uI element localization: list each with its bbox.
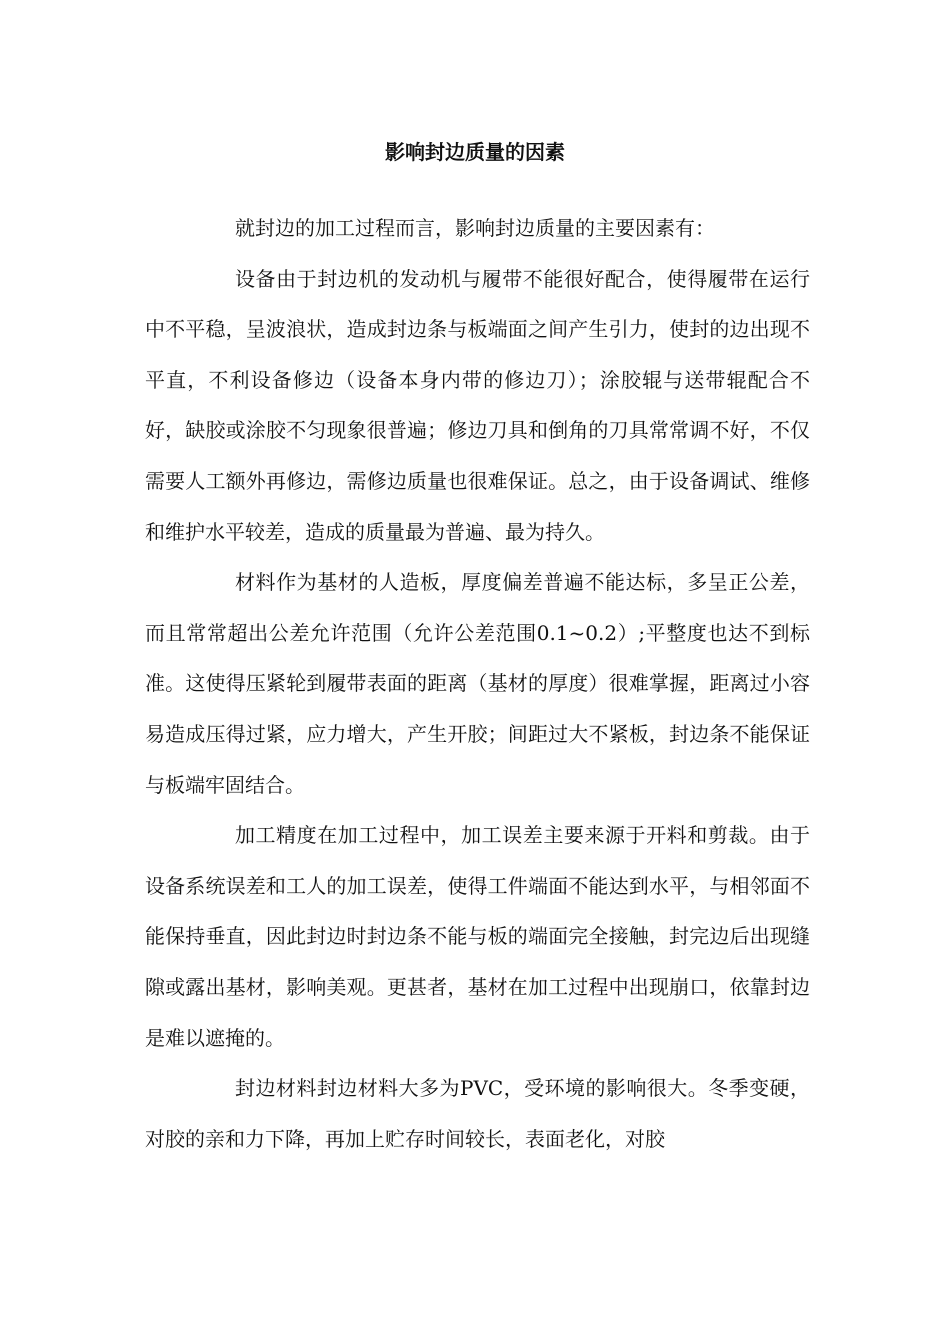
paragraph-material: 材料作为基材的人造板，厚度偏差普遍不能达标，多呈正公差，而且常常超出公差允许范围（允许公差范围0.1~0.2）;平整度也达不到标准。这使得压紧轮到履带表面的距离（基材的厚度）很难掌握，距离过小容易造成压得过紧，应力增大，产生开胶；间距过大不紧板，封边条不能保证与板端牢固结合。 [145, 570, 810, 797]
paragraph-edge-material: 封边材料封边材料大多为PVC，受环境的影响很大。冬季变硬，对胶的亲和力下降，再加上贮存时间较长，表面老化，对胶 [145, 1076, 810, 1151]
paragraph-precision: 加工精度在加工过程中，加工误差主要来源于开料和剪裁。由于设备系统误差和工人的加工误差，使得工件端面不能达到水平，与相邻面不能保持垂直，因此封边时封边条不能与板的端面完全接触，封完边后出现缝隙或露出基材，影响美观。更甚者，基材在加工过程中出现崩口，依靠封边是难以遮掩的。 [145, 823, 810, 1050]
paragraph-equipment: 设备由于封边机的发动机与履带不能很好配合，使得履带在运行中不平稳，呈波浪状，造成封边条与板端面之间产生引力，使封的边出现不平直，不利设备修边（设备本身内带的修边刀）；涂胶辊与送带辊配合不好，缺胶或涂胶不匀现象很普遍；修边刀具和倒角的刀具常常调不好，不仅需要人工额外再修边，需修边质量也很难保证。总之，由于设备调试、维修和维护水平较差，造成的质量最为普遍、最为持久。 [145, 266, 810, 544]
document-body [145, 203, 810, 1164]
document-title: 影响封边质量的因素 [385, 140, 565, 164]
paragraph-intro: 就封边的加工过程而言，影响封边质量的主要因素有： [235, 216, 715, 240]
